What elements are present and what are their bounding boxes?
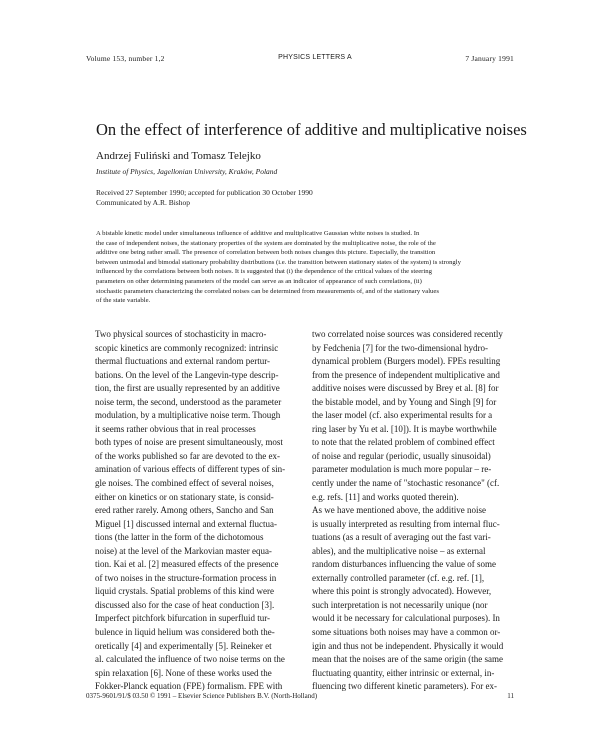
body-text-line: gle noises. The combined effect of several noises, [95, 478, 274, 489]
body-text-line: by Fedchenia [7] for the two-dimensional hydro- [312, 342, 488, 353]
body-text-line: both types of noise are present simultaneously, most [95, 437, 283, 448]
body-text-line: Two physical sources of stochasticity in macro- [95, 329, 267, 339]
abstract-line: A bistable kinetic model under simultaneous influence of additive and multiplicative Gaussian white noises is studied. In [96, 230, 420, 237]
body-text-line: of noise and regular (periodic, usually sinusoidal) [312, 450, 491, 461]
body-text-line: of the works published so far are devoted to the ex- [95, 450, 280, 461]
body-text-line: ring laser by Yu et al. [10]). It is maybe worthwhile [312, 423, 497, 434]
body-text-line: the laser model (cf. also experimental results for a [312, 410, 493, 421]
received-dates: Received 27 September 1990; accepted for publication 30 October 1990 [96, 188, 313, 197]
body-text-line: externally controlled parameter (cf. e.g. ref. [1], [312, 572, 485, 583]
page-number: 11 [507, 692, 514, 700]
body-text-line: would it be necessary for calculational purposes). In [312, 613, 500, 624]
body-text-line: the bistable model, and by Young and Singh [9] for [312, 396, 497, 407]
paper-title: On the effect of interference of additive and multiplicative noises [96, 120, 527, 139]
body-text-line: some situations both noises may have a common or- [312, 627, 501, 638]
page-footer [86, 692, 514, 700]
body-text-line: random disturbances influencing the value of some [312, 559, 496, 570]
body-text-line: amination of various effects of different types of sin- [95, 464, 286, 475]
body-text-line: of two noises in the structure-formation process in [95, 572, 277, 583]
body-text-line: As we have mentioned above, the additive noise [312, 505, 486, 516]
body-text-line: fluctuating quantity, either intrinsic or external, in- [312, 667, 495, 678]
body-text-line: tion, the first are usually represented by an additive [95, 383, 280, 394]
body-text-line: oretically [4] and experimentally [5]. Reineker et [95, 640, 272, 651]
body-text-line: such interpretation is not necessarily unique (nor [312, 599, 488, 610]
publisher-code: 0375-9601/91/$ 03.50 © 1991 – Elsevier Science Publishers B.V. (North-Holland) [86, 692, 318, 700]
body-text-line: either on kinetics or on stationary state, is consid- [95, 491, 274, 502]
issue-date: 7 January 1991 [465, 54, 514, 63]
authors: Andrzej Fuliński and Tomasz Telejko [96, 150, 261, 162]
body-text-line: two correlated noise sources was considered recently [312, 329, 503, 339]
body-text-line: to note that the related problem of combined effect [312, 437, 495, 448]
body-text-line: bations. On the level of the Langevin-type descrip- [95, 369, 279, 380]
body-text-line: modulation, by a multiplicative noise term. Though [95, 410, 281, 421]
body-text-line: where this point is strongly advocated). However, [312, 586, 492, 597]
body-text-line: fluencing two different kinetic parameters). For ex- [312, 681, 498, 692]
abstract [96, 229, 528, 306]
body-text-line: from the presence of independent multiplicative and [312, 369, 500, 380]
journal-name: PHYSICS LETTERS A [278, 54, 352, 61]
abstract-line: of the state variable. [96, 297, 151, 305]
body-text-line: ered rather rarely. Among others, Sancho and San [95, 505, 274, 516]
received-info [96, 188, 313, 208]
abstract-line: parameters on other determining parameters of the model can serve as an indicator of appearance of such correlations, (ii) [96, 277, 422, 285]
body-text-line: thermal fluctuations and external random pertur- [95, 356, 271, 367]
communicated-by: Communicated by A.R. Bishop [96, 198, 190, 207]
abstract-line: the case of independent noises, the stationary properties of the system are dominated by the multiplicative noise, the role of the [96, 239, 436, 247]
body-text-line: discussed also for the case of heat conduction [3]. [95, 599, 275, 610]
left-column [95, 328, 305, 694]
abstract-line: between unimodal and bimodal stationary probability distributions (i.e. the transition between stationary states of the system) is strongly [96, 258, 461, 266]
body-text-line: Imperfect pitchfork bifurcation in superfluid tur- [95, 613, 271, 624]
body-text-line: noise) at the level of the Markovian master equa- [95, 545, 272, 556]
abstract-line: stochastic parameters characterizing the correlated noises can be determined from measurements of, and of the stationary values [96, 287, 439, 295]
body-text-line: tion. Kai et al. [2] measured effects of the presence [95, 559, 279, 570]
affiliation: Institute of Physics, Jagellonian University, Kraków, Poland [96, 167, 278, 176]
body-text-line: tions (the latter in the form of the dichotomous [95, 532, 264, 543]
body-text-line: ables), and the multiplicative noise – as external [312, 545, 486, 556]
body-text-line: Miguel [1] discussed internal and external fluctua- [95, 518, 277, 529]
body-text-line: parameter modulation is much more popular – re- [312, 464, 492, 475]
body-text-line: igin and thus not be independent. Physically it would [312, 640, 504, 651]
body-text-line: al. calculated the influence of two noise terms on the [95, 654, 285, 665]
body-text-line: scopic kinetics are commonly recognized: intrinsic [95, 342, 279, 353]
body-text-line: spin relaxation [6]. None of these works used the [95, 667, 272, 678]
body-text-line: tuations (as a result of averaging out the fast vari- [312, 532, 491, 543]
body-text-line: it seems rather obvious that in real processes [95, 423, 256, 434]
body-text-line: liquid crystals. Spatial problems of this kind were [95, 586, 274, 597]
body-text-line: mean that the noises are of the same origin (the same [312, 654, 503, 665]
abstract-line: influenced by the correlations between both noises. It is suggested that (i) the dependence of the critical values of the steering [96, 268, 432, 276]
body-text-line: noise term, the second, understood as the parameter [95, 396, 282, 407]
body-text-line: dynamical problem (Burgers model). FPEs resulting [312, 356, 501, 367]
body-text-line: is usually interpreted as resulting from internal fluc- [312, 518, 500, 529]
body-text-line: Fokker-Planck equation (FPE) formalism. FPE with [95, 681, 283, 692]
right-column [312, 328, 522, 694]
body-text-line: bulence in liquid helium was considered both the- [95, 627, 275, 638]
volume-info: Volume 153, number 1,2 [86, 54, 165, 63]
body-text-line: e.g. refs. [11] and works quoted therein). [312, 491, 459, 502]
body-text-line: cently under the name of "stochastic resonance" (cf. [312, 478, 500, 489]
running-header [86, 54, 514, 63]
abstract-line: additive one being rather small. The presence of correlation between both noises changes this picture. Especially, the transition [96, 249, 436, 257]
body-text-line: additive noises were discussed by Brey et al. [8] for [312, 383, 499, 394]
